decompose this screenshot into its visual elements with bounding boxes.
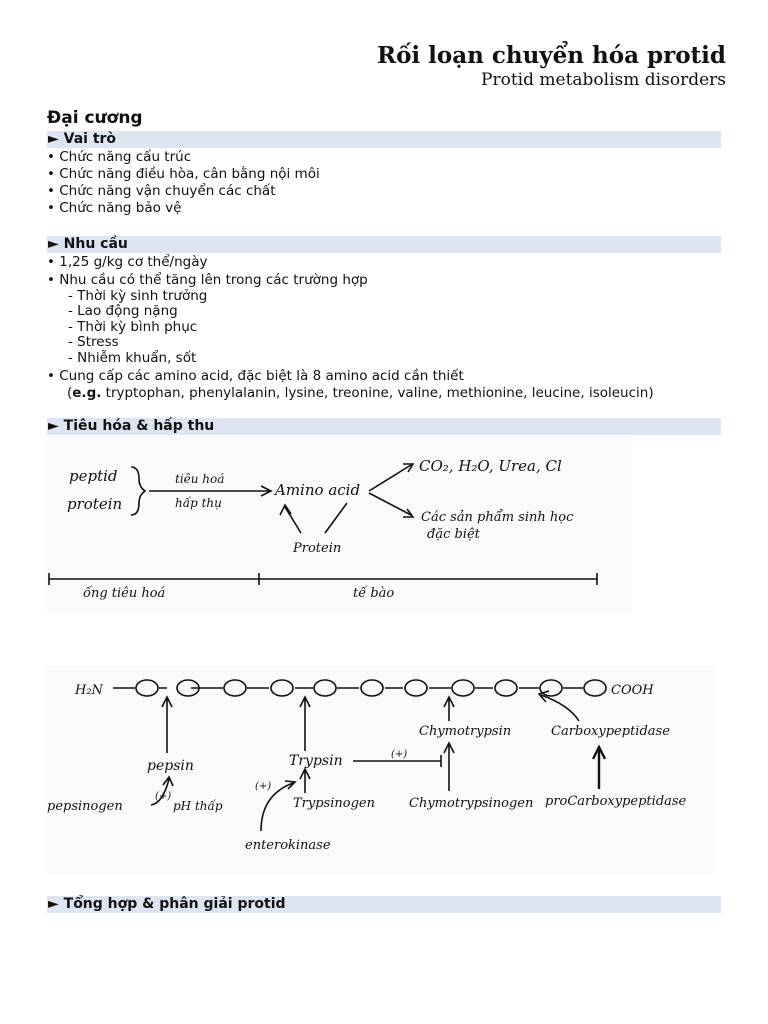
label-te-bao: tế bào	[353, 586, 395, 601]
label-chymotrypsinogen: Chymotrypsinogen	[409, 796, 534, 811]
example-prefix: e.g.	[72, 385, 102, 402]
label-peptid: peptid	[69, 467, 118, 485]
label-c-terminus: COOH	[611, 683, 654, 698]
label-tieu-hoa: tiêu hoá	[175, 472, 225, 486]
list-item: • Nhu cầu có thể tăng lên trong các trường hợp	[47, 272, 368, 288]
list-vai-tro	[47, 149, 320, 217]
list-subitem: - Lao động nặng	[68, 303, 178, 320]
example-list: tryptophan, phenylalanin, lysine, treonine, valine, methionine, leucine, isoleucin)	[101, 385, 654, 402]
label-ong-tieu-hoa: ống tiêu hoá	[83, 586, 166, 601]
label-products-bottom-1: Các sản phẩm sinh học	[421, 510, 574, 525]
list-subitem: - Nhiễm khuẩn, sốt	[68, 349, 197, 366]
heading-tieu-hoa: ► Tiêu hóa & hấp thu	[47, 418, 721, 435]
label-plus-enterokinase: (+)	[255, 781, 272, 792]
list-item: • Chức năng bảo vệ	[47, 200, 182, 216]
label-enterokinase: enterokinase	[245, 838, 331, 853]
list-item: • Cung cấp các amino acid, đặc biệt là 8 amino acid cần thiết	[47, 368, 464, 385]
list-subitem: - Stress	[68, 334, 119, 351]
label-n-terminus: H₂N	[75, 683, 103, 698]
page-title: Rối loạn chuyển hóa protid	[376, 42, 726, 69]
list-subitem: - Thời kỳ bình phục	[68, 318, 198, 335]
label-pepsin: pepsin	[147, 758, 194, 774]
title-block	[377, 42, 726, 90]
heading-vai-tro: ► Vai trò	[47, 131, 721, 148]
page-subtitle: Protid metabolism disorders	[481, 70, 726, 90]
label-plus-trypsin: (+)	[391, 749, 408, 760]
digestion-overview-diagram	[47, 437, 632, 614]
label-ph-thap: pH thấp	[173, 799, 223, 813]
list-nhu-cau	[47, 254, 654, 402]
list-item: • 1,25 g/kg cơ thể/ngày	[47, 254, 208, 270]
heading-nhu-cau: ► Nhu cầu	[47, 236, 721, 253]
label-products-top: CO₂, H₂O, Urea, Cl	[419, 457, 562, 475]
label-trypsinogen: Trypsinogen	[293, 796, 375, 811]
label-protein-cycle: Protein	[293, 541, 342, 556]
list-item: • Chức năng vận chuyển các chất	[47, 183, 276, 199]
label-chymotrypsin: Chymotrypsin	[419, 724, 512, 739]
label-protein: protein	[67, 495, 123, 513]
label-procarboxypeptidase: proCarboxypeptidase	[545, 794, 687, 809]
list-item: • Chức năng điều hòa, cân bằng nội môi	[47, 166, 320, 182]
protease-activation-diagram	[47, 665, 713, 875]
label-products-bottom-2: đặc biệt	[427, 527, 480, 542]
section-title: Đại cương	[47, 108, 143, 128]
label-carboxypeptidase: Carboxypeptidase	[551, 724, 670, 739]
label-trypsin: Trypsin	[289, 753, 343, 769]
label-amino-acid: Amino acid	[275, 481, 361, 499]
list-item: • Chức năng cấu trúc	[47, 149, 192, 165]
label-hap-thu: hấp thụ	[175, 496, 222, 510]
example-line: (e.g. tryptophan, phenylalanin, lysine, treonine, valine, methionine, leucine, isoleucin)	[67, 385, 654, 402]
label-plus-pepsin: (+)	[155, 791, 172, 802]
list-subitem: - Thời kỳ sinh trưởng	[68, 288, 208, 304]
label-pepsinogen: pepsinogen	[47, 799, 123, 814]
heading-tong-hop: ► Tổng hợp & phân giải protid	[47, 896, 721, 913]
